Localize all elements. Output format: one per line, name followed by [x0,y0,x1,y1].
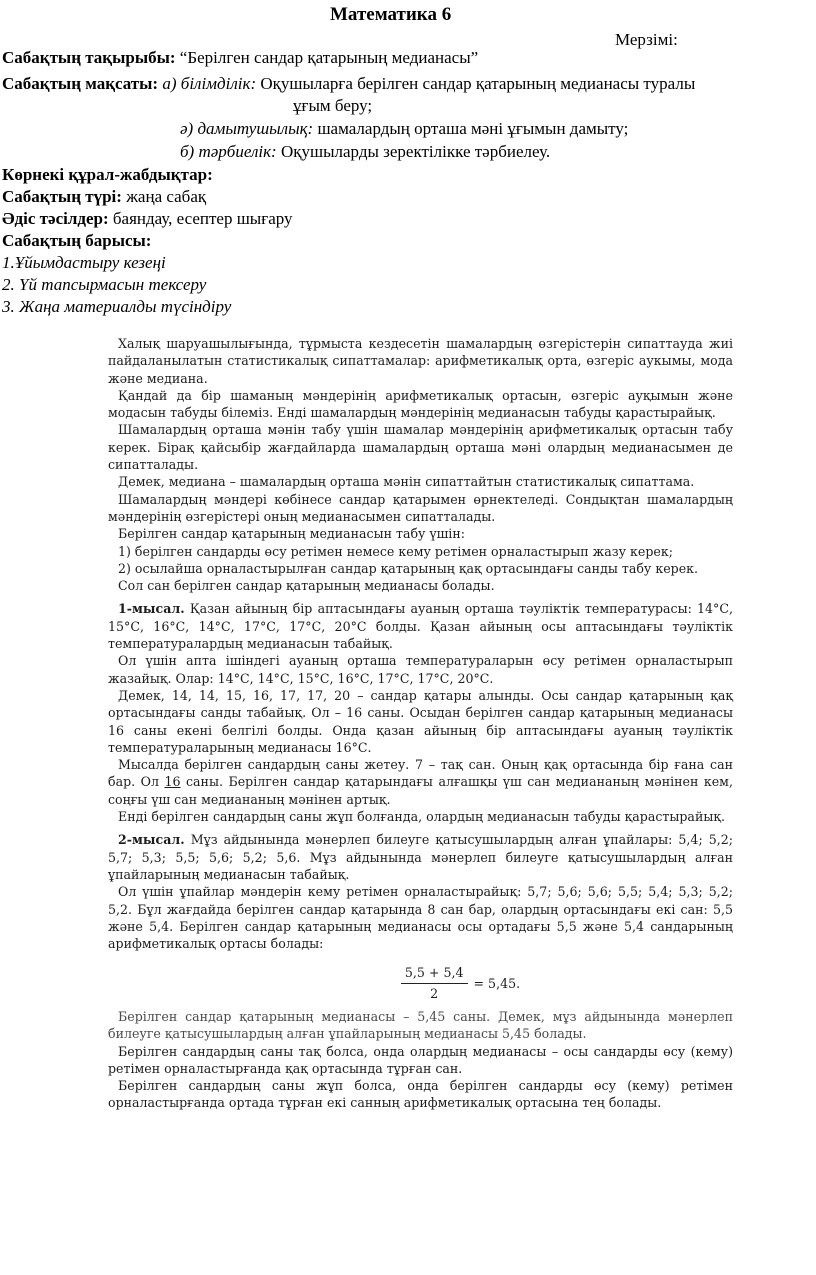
visuals-label: Көрнекі құрал-жабдықтар: [2,165,213,184]
paragraph: Шамалардың мәндері көбінесе сандар қатарымен өрнектеледі. Сондықтан шамалардың мәндерінің өзгерістері оның медианасымен сипатталады. [108,491,733,524]
fraction-numerator: 5,5 + 5,4 [401,964,468,983]
underlined-number: 16 [164,774,181,790]
goal-b-line [180,119,628,139]
step-1: 1.Ұйымдастыру кезеңі [2,253,166,272]
step-3: 3. Жаңа материалды түсіндіру [2,297,232,316]
goal-b-label: ә) дамытушылық: [180,119,314,138]
example-1 [108,600,733,652]
methods-line [2,209,293,229]
goals-label: Сабақтың мақсаты: [2,74,159,93]
paragraph: Сол сан берілген сандар қатарының медианасы болады. [118,578,495,594]
goals-line [2,74,695,94]
type-label: Сабақтың түрі: [2,187,122,206]
methods-value: баяндау, есептер шығару [112,209,293,228]
example-1-text: Қазан айының бір аптасындағы ауаның орташа тәуліктік температурасы: 14°С, 15°С, 16°С, 14°С, 17°С, 17°С, 20°С болды. Қазан айының осы аптасындағы тәуліктік температуралардың медианасын табайық. [108,601,733,652]
paragraph: Берілген сандар қатарының медианасы – 5,45 саны. Демек, мұз айдынында мәнерлеп билеуге қатысушылардың алған ұпайларының медианасы 5,45 болады. [108,1008,733,1042]
example-2-label: 2-мысал. [118,832,185,848]
goal-a-cont: ұғым беру; [293,96,373,115]
paragraph: Демек, медиана – шамалардың орташа мәнін сипаттайтын статистикалық сипаттама. [118,474,695,490]
paragraph: Халық шаруашылығында, тұрмыста кездесетін шамалардың өзгерістерін сипаттауда жиі пайдаланылатын статистикалық сипаттамалар: арифметикалық орта, өзгеріс аукымы, мода және медиана. [108,336,733,386]
type-line [2,187,206,207]
paragraph: Қандай да бір шаманың мәндерінің арифметикалық ортасын, өзгеріс ауқымын және модасын табуды білеміз. Енді шамалардың мәндерінің медианасын табуды қарастырайық. [108,387,733,421]
paragraph: Берілген сандар қатарының медианасын табу үшін: [118,526,465,542]
example-1-label: 1-мысал. [118,601,185,617]
fraction [401,964,468,1002]
goal-c-line [180,142,550,162]
step-2: 2. Үй тапсырмасын тексеру [2,275,207,294]
example-2-text: Мұз айдынында мәнерлеп билеуге қатысушылардың алған ұпайлары: 5,4; 5,2; 5,7; 5,3; 5,5; 5,6; 5,2; 5,6. Мұз айдынында мәнерлеп билеуге қатысушылардың алған ұпайларының медианасын табайық. [108,832,733,882]
progress-label: Сабақтың барысы: [2,231,152,250]
paragraph: 1) берілген сандарды өсу ретімен немесе кему ретімен орналастырып жазу керек; [118,543,673,559]
paragraph: 2) осылайша орналастырылған сандар қатарының қақ ортасындағы санды табу керек. [118,560,699,576]
fraction-denominator: 2 [430,985,439,1001]
topic-line [2,48,478,68]
p12-part-a: Мысалда берілген сандардың саны жетеу. 7 – тақ сан. Оның қақ ортасында бір ғана сан бар. Ол [108,757,733,790]
topic-label: Сабақтың тақырыбы: [2,48,176,67]
paragraph: Демек, 14, 14, 15, 16, 17, 17, 20 – сандар қатары алынды. Осы сандар қатарының қақ ортасындағы санды табайық. Ол – 16 саны. Осыдан берілген сандар қатарының медианасы 16 саны екені белгілі болды. Онда қазан айының бір аптасындағы ауаның тәуліктік температураларының медианасы 16°С. [108,687,733,755]
paragraph: Берілген сандардың саны тақ болса, онда олардың медианасы – осы сандарды өсу (кему) ретімен орналастырғанда қақ ортасында тұрған сан. [108,1043,733,1076]
goal-a-label: а) білімділік: [162,74,257,93]
goal-c-text: Оқушыларды зеректілікке тәрбиелеу. [280,142,551,161]
paragraph: Берілген сандардың саны жұп болса, онда берілген сандарды өсу (кему) ретімен орналастырғанда ортада тұрған екі санның арифметикалық ортасына тең болады. [108,1078,733,1111]
goal-a-text: Оқушыларға берілген сандар қатарының медианасы туралы [260,74,696,93]
type-value: жаңа сабақ [126,187,207,206]
median-formula [188,964,733,1002]
p12-part-b: саны. Берілген сандар қатарындағы алғашқы үш сан медиананың мәнінен кем, соңғы үш сан медиананың мәнінен артық. [108,774,733,807]
date-label: Мерзімі: [615,30,678,49]
textbook-excerpt [108,335,733,1112]
methods-label: Әдіс тәсілдер: [2,209,109,228]
paragraph: Шамалардың орташа мәнін табу үшін шамалар мәндерінің арифметикалық ортасын табу керек. Бірақ қайсыбір жағдайларда шамалардың орташа мәні олардың медианасымен де сипатталады. [108,422,733,473]
page-title: Математика 6 [330,4,452,25]
goal-c-label: б) тәрбиелік: [180,142,277,161]
paragraph: Ол үшін апта ішіндегі ауаның орташа температураларын өсу ретімен орналастырып жазайық. Олар: 14°С, 14°С, 15°С, 16°С, 17°С, 17°С, 20°С. [108,653,733,686]
paragraph: Енді берілген сандардың саны жұп болғанда, олардың медианасын табуды қарастырайық. [118,809,725,825]
paragraph [108,756,733,808]
formula-result: = 5,45. [473,975,521,991]
goal-b-text: шамалардың орташа мәні ұғымын дамыту; [317,119,629,138]
paragraph: Ол үшін ұпайлар мәндерін кему ретімен орналастырайық: 5,7; 5,6; 5,6; 5,5; 5,4; 5,3; 5,2; 5,2. Бұл жағдайда берілген сандар қатарында 8 сан бар, олардың ортасындағы екі сан: 5,5 және 5,4. Берілген сандар қатарының медианасы осы ортадағы 5,5 және 5,4 сандарының арифметикалық ортасы болады: [108,884,733,952]
topic-value: “Берілген сандар қатарының медианасы” [179,48,479,67]
example-2 [108,831,733,883]
